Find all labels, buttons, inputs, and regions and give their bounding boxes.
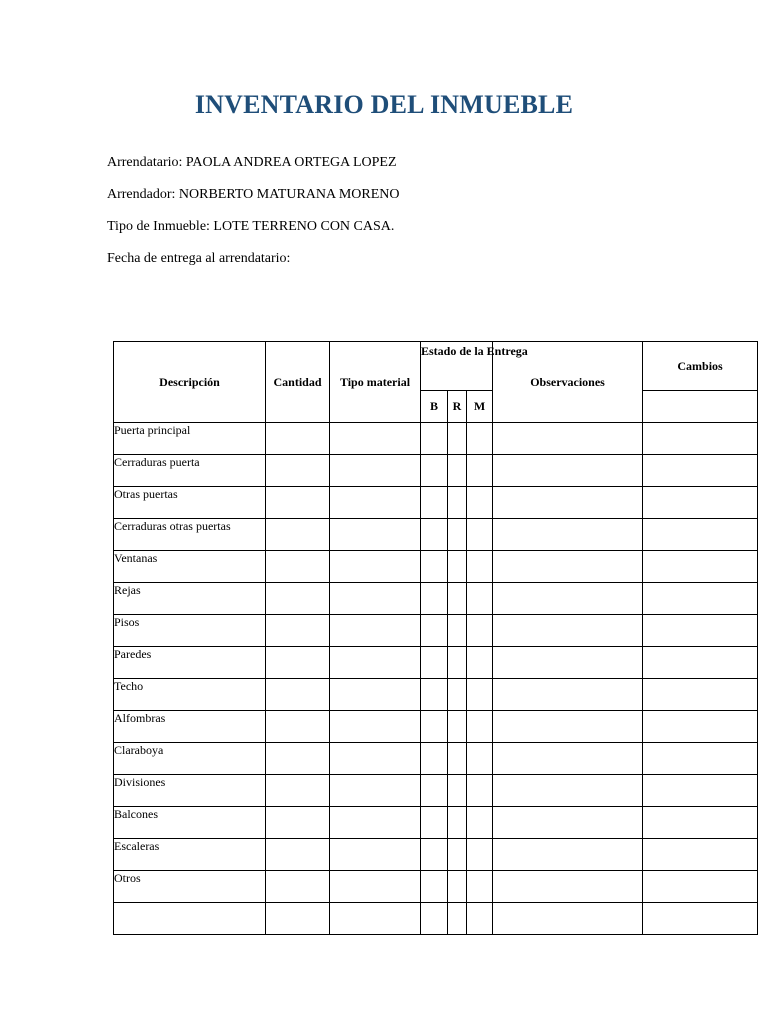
table-row xyxy=(114,551,758,583)
cell-b xyxy=(421,903,448,935)
cell-cambios xyxy=(643,519,758,551)
cell-b xyxy=(421,487,448,519)
cell-observaciones xyxy=(493,807,643,839)
cell-m xyxy=(467,647,493,679)
cell-observaciones xyxy=(493,551,643,583)
row-description: Ventanas xyxy=(114,551,266,583)
row-description: Otros xyxy=(114,871,266,903)
cell-cambios xyxy=(643,711,758,743)
cell-m xyxy=(467,711,493,743)
cell-observaciones xyxy=(493,743,643,775)
cell-observaciones xyxy=(493,647,643,679)
table-row xyxy=(114,647,758,679)
fecha-entrega-field: Fecha de entrega al arrendatario: xyxy=(107,251,291,266)
table-row xyxy=(114,839,758,871)
cell-m xyxy=(467,679,493,711)
cell-observaciones xyxy=(493,423,643,455)
row-description: Escaleras xyxy=(114,839,266,871)
cell-m xyxy=(467,583,493,615)
cell-cantidad xyxy=(266,871,330,903)
cell-tipo-material xyxy=(330,743,421,775)
cell-cantidad xyxy=(266,487,330,519)
cell-cambios xyxy=(643,807,758,839)
cell-m xyxy=(467,903,493,935)
cell-b xyxy=(421,647,448,679)
cell-r xyxy=(448,743,467,775)
cell-b xyxy=(421,615,448,647)
cell-observaciones xyxy=(493,583,643,615)
cell-cambios xyxy=(643,487,758,519)
cell-r xyxy=(448,551,467,583)
cell-observaciones xyxy=(493,775,643,807)
cell-cambios xyxy=(643,551,758,583)
table-row xyxy=(114,679,758,711)
cell-r xyxy=(448,711,467,743)
cell-m xyxy=(467,487,493,519)
row-description: Techo xyxy=(114,679,266,711)
cell-m xyxy=(467,423,493,455)
cell-tipo-material xyxy=(330,647,421,679)
cell-cambios xyxy=(643,839,758,871)
arrendatario-field: Arrendatario: PAOLA ANDREA ORTEGA LOPEZ xyxy=(107,155,397,170)
cell-cambios xyxy=(643,423,758,455)
cell-cantidad xyxy=(266,743,330,775)
cell-b xyxy=(421,839,448,871)
row-description: Cerraduras puerta xyxy=(114,455,266,487)
cell-m xyxy=(467,775,493,807)
cell-b xyxy=(421,423,448,455)
cell-b xyxy=(421,871,448,903)
cell-observaciones xyxy=(493,679,643,711)
header-b: B xyxy=(421,391,448,423)
cell-tipo-material xyxy=(330,551,421,583)
cell-m xyxy=(467,455,493,487)
cell-cambios xyxy=(643,615,758,647)
cell-tipo-material xyxy=(330,839,421,871)
cell-b xyxy=(421,455,448,487)
cell-cambios xyxy=(643,679,758,711)
cell-cambios xyxy=(643,743,758,775)
table-row xyxy=(114,775,758,807)
header-m: M xyxy=(467,391,493,423)
cell-r xyxy=(448,807,467,839)
cell-cantidad xyxy=(266,679,330,711)
header-tipo-material: Tipo material xyxy=(330,342,421,423)
cell-m xyxy=(467,807,493,839)
cell-tipo-material xyxy=(330,583,421,615)
cell-b xyxy=(421,583,448,615)
cell-tipo-material xyxy=(330,423,421,455)
cell-cantidad xyxy=(266,647,330,679)
cell-observaciones xyxy=(493,615,643,647)
cell-b xyxy=(421,551,448,583)
cell-r xyxy=(448,871,467,903)
row-description: Otras puertas xyxy=(114,487,266,519)
table-row xyxy=(114,743,758,775)
cell-r xyxy=(448,647,467,679)
row-description: Claraboya xyxy=(114,743,266,775)
row-description xyxy=(114,903,266,935)
cell-cantidad xyxy=(266,583,330,615)
cell-b xyxy=(421,679,448,711)
tipo-inmueble-field: Tipo de Inmueble: LOTE TERRENO CON CASA. xyxy=(107,219,395,234)
cell-tipo-material xyxy=(330,775,421,807)
table-row xyxy=(114,519,758,551)
cell-observaciones xyxy=(493,839,643,871)
cell-cantidad xyxy=(266,839,330,871)
row-description: Paredes xyxy=(114,647,266,679)
cell-observaciones xyxy=(493,711,643,743)
header-cambios: Cambios xyxy=(643,342,758,391)
cell-r xyxy=(448,615,467,647)
table-row xyxy=(114,455,758,487)
cell-observaciones xyxy=(493,871,643,903)
row-description: Cerraduras otras puertas xyxy=(114,519,266,551)
cell-r xyxy=(448,487,467,519)
row-description: Pisos xyxy=(114,615,266,647)
cell-r xyxy=(448,519,467,551)
cell-tipo-material xyxy=(330,711,421,743)
table-row xyxy=(114,871,758,903)
cell-m xyxy=(467,615,493,647)
cell-m xyxy=(467,743,493,775)
cell-m xyxy=(467,839,493,871)
cell-b xyxy=(421,711,448,743)
cell-r xyxy=(448,903,467,935)
cell-cantidad xyxy=(266,775,330,807)
header-estado-entrega: Estado de la Entrega xyxy=(421,342,493,391)
cell-cambios xyxy=(643,647,758,679)
table-row xyxy=(114,807,758,839)
header-cantidad: Cantidad xyxy=(266,342,330,423)
cell-tipo-material xyxy=(330,519,421,551)
cell-tipo-material xyxy=(330,487,421,519)
cell-b xyxy=(421,775,448,807)
cell-tipo-material xyxy=(330,679,421,711)
table-row xyxy=(114,903,758,935)
table-row xyxy=(114,423,758,455)
header-r: R xyxy=(448,391,467,423)
cell-observaciones xyxy=(493,519,643,551)
cell-r xyxy=(448,423,467,455)
cell-cantidad xyxy=(266,455,330,487)
cell-m xyxy=(467,551,493,583)
row-description: Balcones xyxy=(114,807,266,839)
table-row xyxy=(114,615,758,647)
cell-r xyxy=(448,583,467,615)
cell-observaciones xyxy=(493,903,643,935)
cell-tipo-material xyxy=(330,871,421,903)
cell-cantidad xyxy=(266,615,330,647)
cell-r xyxy=(448,679,467,711)
row-description: Puerta principal xyxy=(114,423,266,455)
cell-cambios xyxy=(643,583,758,615)
cell-cambios xyxy=(643,775,758,807)
row-description: Divisiones xyxy=(114,775,266,807)
cell-b xyxy=(421,743,448,775)
cell-m xyxy=(467,871,493,903)
cell-b xyxy=(421,807,448,839)
arrendador-field: Arrendador: NORBERTO MATURANA MORENO xyxy=(107,187,400,202)
cell-observaciones xyxy=(493,455,643,487)
cell-cantidad xyxy=(266,423,330,455)
cell-cambios xyxy=(643,871,758,903)
header-descripcion: Descripción xyxy=(114,342,266,423)
document-title: INVENTARIO DEL INMUEBLE xyxy=(194,90,574,119)
inventory-table xyxy=(113,341,758,935)
cell-cantidad xyxy=(266,903,330,935)
cell-r xyxy=(448,455,467,487)
cell-cantidad xyxy=(266,519,330,551)
cell-tipo-material xyxy=(330,903,421,935)
cambios-blank-cell xyxy=(643,391,758,423)
table-row xyxy=(114,583,758,615)
cell-observaciones xyxy=(493,487,643,519)
cell-tipo-material xyxy=(330,455,421,487)
cell-tipo-material xyxy=(330,615,421,647)
cell-cantidad xyxy=(266,551,330,583)
cell-r xyxy=(448,839,467,871)
cell-m xyxy=(467,519,493,551)
cell-cantidad xyxy=(266,711,330,743)
cell-cantidad xyxy=(266,807,330,839)
header-observaciones: Observaciones xyxy=(493,342,643,423)
row-description: Alfombras xyxy=(114,711,266,743)
cell-cambios xyxy=(643,903,758,935)
row-description: Rejas xyxy=(114,583,266,615)
cell-cambios xyxy=(643,455,758,487)
cell-r xyxy=(448,775,467,807)
table-row xyxy=(114,711,758,743)
table-row xyxy=(114,487,758,519)
cell-tipo-material xyxy=(330,807,421,839)
cell-b xyxy=(421,519,448,551)
